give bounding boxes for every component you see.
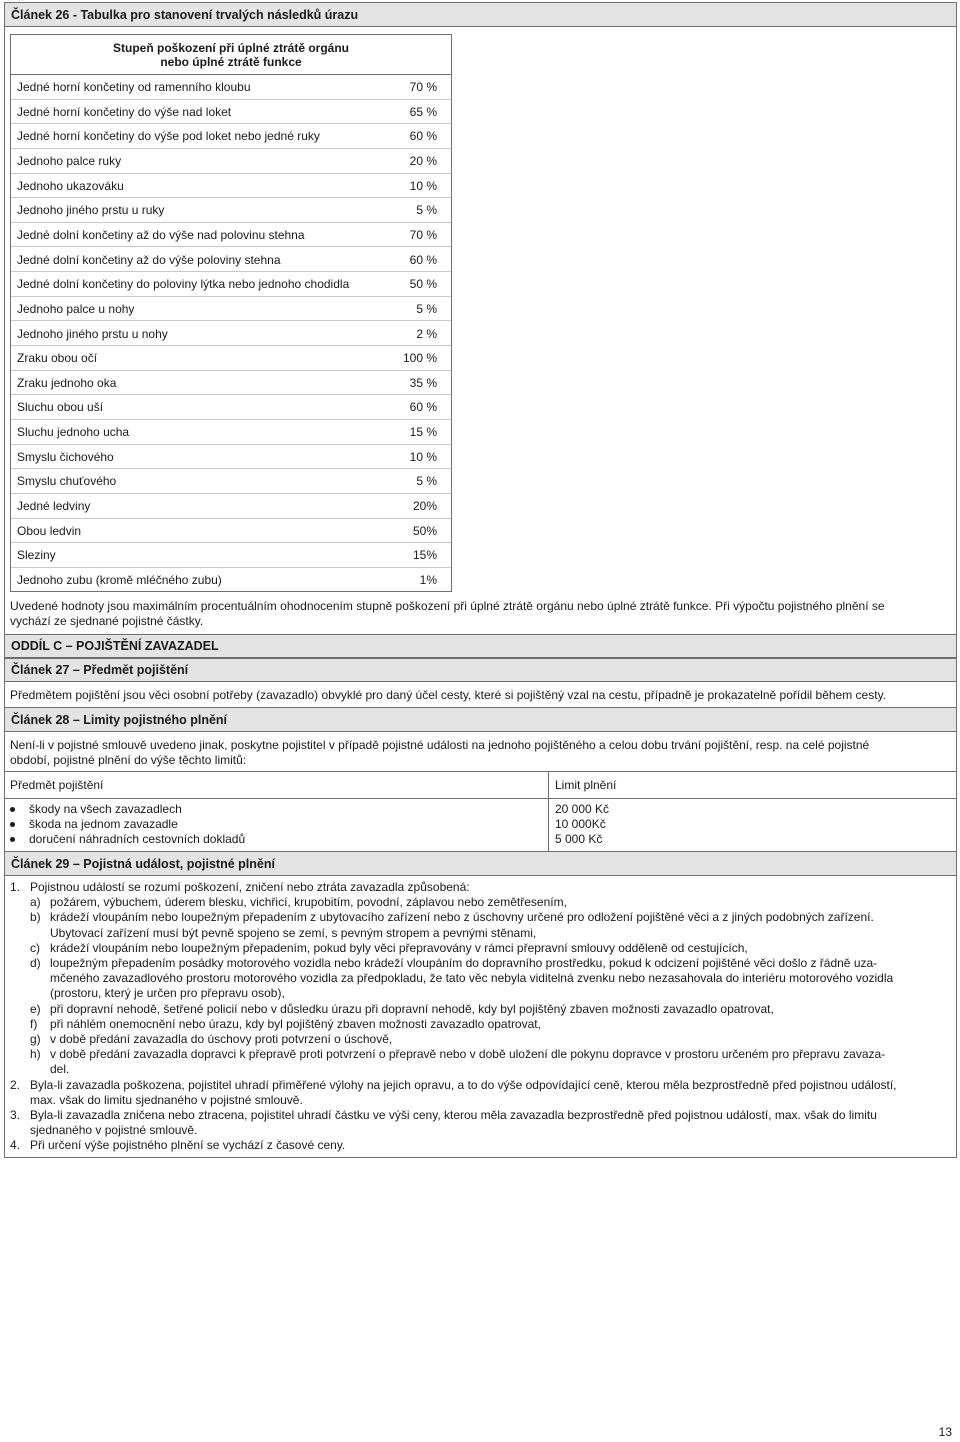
row-value: 2 % <box>416 326 437 341</box>
row-label: Jednoho zubu (kromě mléčného zubu) <box>17 573 222 587</box>
table-row <box>11 445 451 470</box>
row-label: Jednoho palce ruky <box>17 153 122 168</box>
limits-header-rule <box>5 798 956 799</box>
claim-item-h-cont: del. <box>50 1062 70 1077</box>
table-note-line-2: vychází ze sjednané pojistné částky. <box>10 614 204 628</box>
article-27-text: Předmětem pojištění jsou věci osobní potřeby (zavazadlo) obvyklé pro daný účel cesty, které si pojištěný vzal na cestu, případně je prokazatelně pořídil během cesty. <box>10 688 887 702</box>
row-value: 15 % <box>409 425 437 440</box>
claim-item-a: požárem, výbuchem, úderem blesku, vichřicí, krupobitím, povodní, záplavou nebo zemětřesením, <box>50 895 567 910</box>
claim-point-2-cont: max. však do limitu sjednaného v pojistné smlouvě. <box>30 1092 303 1107</box>
claim-point-4: Při určení výše pojistného plnění se vychází z časové ceny. <box>30 1138 346 1153</box>
table-header <box>11 35 451 75</box>
claim-point-3-cont: sjednaného v pojistné smlouvě. <box>30 1123 198 1138</box>
limit-value: 5 000 Kč <box>555 832 603 846</box>
row-label: Jedné horní končetiny do výše nad loket <box>17 104 232 119</box>
limit-value: 20 000 Kč <box>555 802 610 816</box>
row-value: 50% <box>412 523 437 538</box>
row-value: 65 % <box>409 104 437 119</box>
limits-col-subject: Předmět pojištění <box>10 778 104 792</box>
page-number: 13 <box>938 1425 952 1439</box>
table-row <box>11 272 451 297</box>
claim-item-b-cont: Ubytovací zařízení musí být pevně spojeno se zemí, s pevným stropem a pevnými stěnami, <box>50 925 537 940</box>
limits-col-limit: Limit plnění <box>555 778 617 792</box>
row-label: Jedné horní končetiny do výše pod loket nebo jedné ruky <box>17 129 320 144</box>
claim-item-f: při náhlém onemocnění nebo úrazu, kdy byl pojištěný zbaven možnosti zavazadlo opatrovat, <box>50 1016 541 1031</box>
table-row <box>11 395 451 420</box>
table-row <box>11 322 451 347</box>
section-c-title: ODDÍL C – POJIŠTĚNÍ ZAVAZADEL <box>5 634 956 658</box>
article-29-body: 1. Pojistnou událostí se rozumí poškození, zničení nebo ztráta zavazadla způsobená: a) požárem, výbuchem, úderem blesku, vichřicí, krupobitím, povodní, záplavou nebo zemětřesením, b) krádeží vloupáním nebo loupežným přepadením z ubytovacího zařízení nebo z úschovny určené pro odložení pojištěné věci a z jiných podobných zařízení. Ubytovací zařízení musí být pevně spojeno se zemí, s pevným stropem a pevnými stěnami, c) krádeží vloupáním nebo loupežným přepadením, pokud byly věci přepravovány v rámci přepravní smlouvy odděleně od cestujících, d) loupežným přepadením posádky motorového vozidla nebo krádeží vloupáním do dopravního prostředku, pokud k odcizení pojištěné věci došlo z řádně uza- mčeného zavazadlového prostoru motorového vozidla za předpokladu, že tato věc nebyla viditelná zvenku nebo nezasahovala do interiéru motorového vozidla (prostoru, který je určen pro přepravu osob), e) při dopravní nehodě, šetřené policií nebo v důsledku úrazu při dopravní nehodě, kdy byl pojištěný zbaven možnosti zavazadlo opatrovat, f) při náhlém onemocnění nebo úrazu, kdy byl pojištěný zbaven možnosti zavazadlo opatrovat, g) v době předání zavazadla do úschovy proti potvrzení o úschově, h) v době předání zavazadla dopravci k přepravě proti potvrzení o přepravě nebo v době uložení dle pokynu dopravce v prostoru určeném pro přepravu zavaza- del. 2. Byla-li zavazadla poškozena, pojistitel uhradí přiměřené výlohy na jejich opravu, a to do výše odpovídající ceně, kterou měla bezprostředně před pojistnou událostí, max. však do limitu sjednaného v pojistné smlouvě. 3. Byla-li zavazadla zničena nebo ztracena, pojistitel uhradí částku ve výši ceny, kterou měla zavazadla bezprostředně před pojistnou událostí, max. však do limitu sjednaného v pojistné smlouvě. 4. Při určení výše pojistného plnění se vychází z časové ceny. <box>10 880 950 1154</box>
bullet-icon <box>10 822 15 827</box>
table-row <box>11 100 451 125</box>
row-label: Sluchu jednoho ucha <box>17 425 130 440</box>
article-27-title: Článek 27 – Předmět pojištění <box>5 658 956 682</box>
row-value: 60 % <box>409 129 437 144</box>
row-value: 5 % <box>416 474 437 489</box>
article-26-title: Článek 26 - Tabulka pro stanovení trvalých následků úrazu <box>5 3 956 27</box>
claim-item-g: v době předání zavazadla do úschovy proti potvrzení o úschově, <box>50 1032 393 1047</box>
row-label: Jednoho palce u nohy <box>17 301 135 316</box>
limit-item: škody na všech zavazadlech <box>10 802 182 817</box>
limit-item: doručení náhradních cestovních dokladů <box>10 832 245 847</box>
row-label: Jednoho jiného prstu u nohy <box>17 326 168 341</box>
row-label: Sluchu obou uší <box>17 400 104 415</box>
row-label: Jednoho jiného prstu u ruky <box>17 203 165 218</box>
row-value: 10 % <box>409 178 437 193</box>
table-row <box>11 494 451 519</box>
article-29-title: Článek 29 – Pojistná událost, pojistné plnění <box>5 851 956 876</box>
claim-point-3: Byla-li zavazadla zničena nebo ztracena, pojistitel uhradí částku ve výši ceny, kterou měla zavazadla bezprostředně před pojistnou událostí, max. však do limitu <box>30 1108 877 1123</box>
row-label: Jedné horní končetiny od ramenního kloubu <box>17 80 251 94</box>
bullet-icon <box>10 807 15 812</box>
row-label: Smyslu chuťového <box>17 474 117 489</box>
claim-item-e: při dopravní nehodě, šetřené policií nebo v důsledku úrazu při dopravní nehodě, kdy byl pojištěný zbaven možnosti zavazadlo opatrovat, <box>50 1001 774 1016</box>
table-row <box>11 543 451 568</box>
row-value: 20 % <box>409 153 437 168</box>
claim-item-d-cont-2: (prostoru, který je určen pro přepravu osob), <box>50 986 285 1001</box>
row-label: Zraku jednoho oka <box>17 375 117 390</box>
table-header-line-1: Stupeň poškození při úplné ztrátě orgánu <box>112 41 349 55</box>
claim-point-1: Pojistnou událostí se rozumí poškození, zničení nebo ztráta zavazadla způsobená: <box>30 880 470 894</box>
row-value: 1% <box>419 573 437 587</box>
claim-point-2: Byla-li zavazadla poškozena, pojistitel uhradí přiměřené výlohy na jejich opravu, a to do výše odpovídající ceně, kterou měla bezprostředně před pojistnou událostí, <box>30 1077 897 1092</box>
table-header-line-2: nebo úplné ztrátě funkce <box>160 55 302 69</box>
injury-table <box>10 34 452 592</box>
row-value: 60 % <box>409 400 437 415</box>
table-row <box>11 371 451 396</box>
row-value: 100 % <box>402 351 437 366</box>
row-value: 15% <box>412 548 437 563</box>
table-row <box>11 248 451 273</box>
claim-item-b: krádeží vloupáním nebo loupežným přepadením z ubytovacího zařízení nebo z úschovny určené pro odložení pojištěné věci a z jiných podobných zařízení. <box>50 910 874 925</box>
row-label: Obou ledvin <box>17 523 82 538</box>
table-row <box>11 469 451 494</box>
bullet-icon <box>10 837 15 842</box>
row-label: Jedné dolní končetiny až do výše poloviny stehna <box>17 252 281 267</box>
article-28-text-line-2: období, pojistné plnění do výše těchto limitů: <box>10 753 247 767</box>
claim-item-h: v době předání zavazadla dopravci k přepravě proti potvrzení o přepravě nebo v době uložení dle pokynu dopravce v prostoru určeném pro přepravu zavaza- <box>50 1047 886 1062</box>
table-row <box>11 568 451 593</box>
table-row <box>11 174 451 199</box>
claim-item-d-cont-1: mčeného zavazadlového prostoru motorového vozidla za předpokladu, že tato věc nebyla viditelná zvenku nebo nezasahovala do interiéru motorového vozidla <box>50 971 894 986</box>
limits-column-divider <box>548 771 549 851</box>
row-value: 60 % <box>409 252 437 267</box>
row-value: 20% <box>412 499 437 514</box>
table-row <box>11 297 451 322</box>
table-row <box>11 346 451 371</box>
limit-value: 10 000Kč <box>555 817 606 831</box>
row-label: Jednoho ukazováku <box>17 178 124 193</box>
article-28-text <box>10 738 945 768</box>
table-row <box>11 124 451 149</box>
article-28-text-line-1: Není-li v pojistné smlouvě uvedeno jinak, poskytne pojistitel v případě pojistné události na jednoho pojištěného a celou dobu trvání pojištění, resp. na celé pojistné <box>10 738 870 752</box>
row-value: 50 % <box>409 277 437 292</box>
table-note <box>10 599 945 629</box>
table-row <box>11 420 451 445</box>
row-label: Zraku obou očí <box>17 351 98 366</box>
row-label: Jedné ledviny <box>17 499 91 514</box>
row-label: Smyslu čichového <box>17 449 114 464</box>
table-row <box>11 223 451 248</box>
table-row <box>11 75 451 100</box>
row-label: Jedné dolní končetiny až do výše nad polovinu stehna <box>17 227 305 242</box>
limit-item: škoda na jednom zavazadle <box>10 817 178 832</box>
limits-top-rule <box>5 771 956 772</box>
claim-item-d: loupežným přepadením posádky motorového vozidla nebo krádeží vloupáním do dopravního prostředku, pokud k odcizení pojištěné věci došlo z řádně uza- <box>50 956 878 971</box>
row-label: Sleziny <box>17 548 56 563</box>
row-value: 10 % <box>409 449 437 464</box>
article-28-title: Článek 28 – Limity pojistného plnění <box>5 707 956 732</box>
table-row <box>11 198 451 223</box>
row-value: 5 % <box>416 301 437 316</box>
row-value: 70 % <box>409 80 437 94</box>
table-note-line-1: Uvedené hodnoty jsou maximálním procentuálním ohodnocením stupně poškození při úplné ztrátě orgánu nebo úplné ztrátě funkce. Při výpočtu pojistného plnění se <box>10 599 885 613</box>
table-row <box>11 149 451 174</box>
row-label: Jedné dolní končetiny do poloviny lýtka nebo jednoho chodidla <box>17 277 350 292</box>
claim-item-c: krádeží vloupáním nebo loupežným přepadením, pokud byly věci přepravovány v rámci přepravní smlouvy odděleně od cestujících, <box>50 940 748 955</box>
row-value: 70 % <box>409 227 437 242</box>
row-value: 35 % <box>409 375 437 390</box>
row-value: 5 % <box>416 203 437 218</box>
table-row <box>11 519 451 544</box>
